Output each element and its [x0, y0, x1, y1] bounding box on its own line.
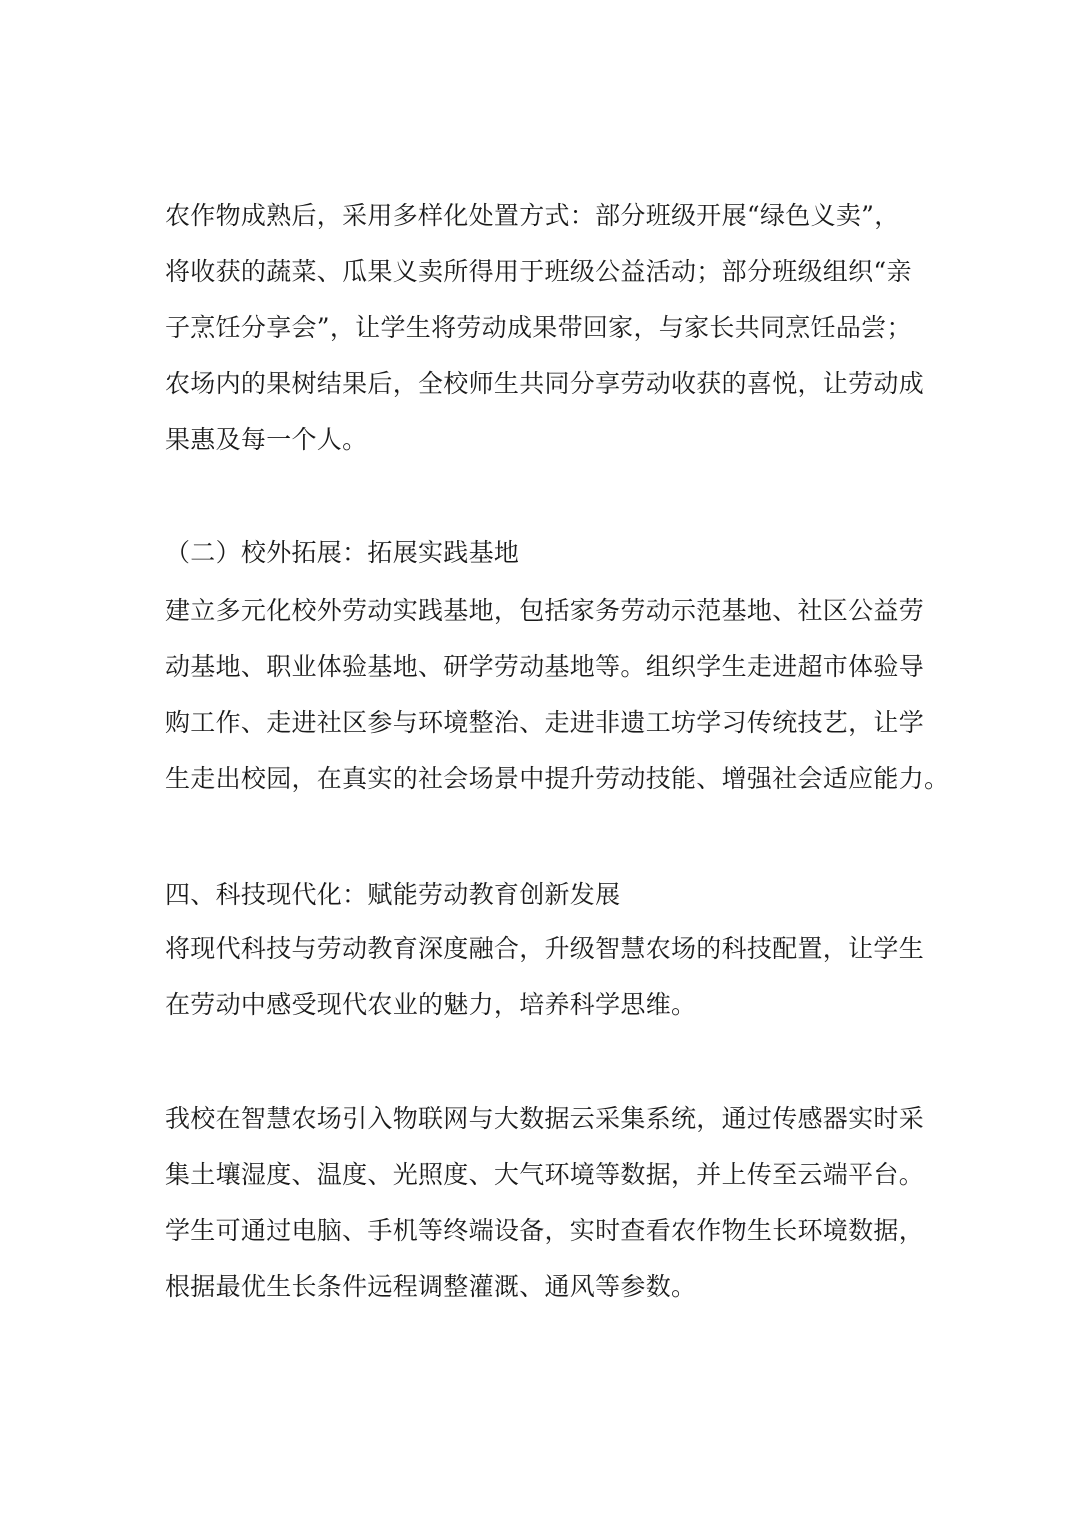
paragraph-line: 将收获的蔬菜、瓜果义卖所得用于班级公益活动；部分班级组织“亲 [165, 257, 912, 286]
paragraph-line: 将现代科技与劳动教育深度融合，升级智慧农场的科技配置，让学生 [165, 934, 925, 963]
paragraph-line: 农作物成熟后，采用多样化处置方式：部分班级开展“绿色义卖”， [165, 201, 900, 230]
paragraph-line: 学生可通过电脑、手机等终端设备，实时查看农作物生长环境数据， [165, 1216, 925, 1245]
paragraph-line: 集土壤湿度、温度、光照度、大气环境等数据，并上传至云端平台。 [165, 1160, 925, 1189]
paragraph-crop-disposal [165, 188, 925, 468]
heading-text: （二）校外拓展：拓展实践基地 [165, 538, 520, 567]
paragraph-line: 果惠及每一个人。 [165, 425, 368, 454]
section-heading-off-campus [165, 523, 925, 583]
section-heading-technology [165, 865, 925, 925]
heading-text: 四、科技现代化：赋能劳动教育创新发展 [165, 880, 621, 909]
paragraph-line: 根据最优生长条件远程调整灌溉、通风等参数。 [165, 1272, 697, 1301]
paragraph-smart-farm-iot [165, 1091, 925, 1315]
paragraph-line: 在劳动中感受现代农业的魅力，培养科学思维。 [165, 990, 697, 1019]
paragraph-line: 建立多元化校外劳动实践基地，包括家务劳动示范基地、社区公益劳 [165, 596, 925, 625]
paragraph-line: 子烹饪分享会”，让学生将劳动成果带回家，与家长共同烹饪品尝； [165, 313, 912, 342]
paragraph-line: 我校在智慧农场引入物联网与大数据云采集系统，通过传感器实时采 [165, 1104, 925, 1133]
paragraph-practice-bases [165, 583, 950, 807]
paragraph-tech-integration [165, 921, 925, 1033]
paragraph-line: 动基地、职业体验基地、研学劳动基地等。组织学生走进超市体验导 [165, 652, 925, 681]
paragraph-line: 生走出校园，在真实的社会场景中提升劳动技能、增强社会适应能力。 [165, 764, 950, 793]
paragraph-line: 农场内的果树结果后，全校师生共同分享劳动收获的喜悦，让劳动成 [165, 369, 925, 398]
paragraph-line: 购工作、走进社区参与环境整治、走进非遗工坊学习传统技艺，让学 [165, 708, 925, 737]
